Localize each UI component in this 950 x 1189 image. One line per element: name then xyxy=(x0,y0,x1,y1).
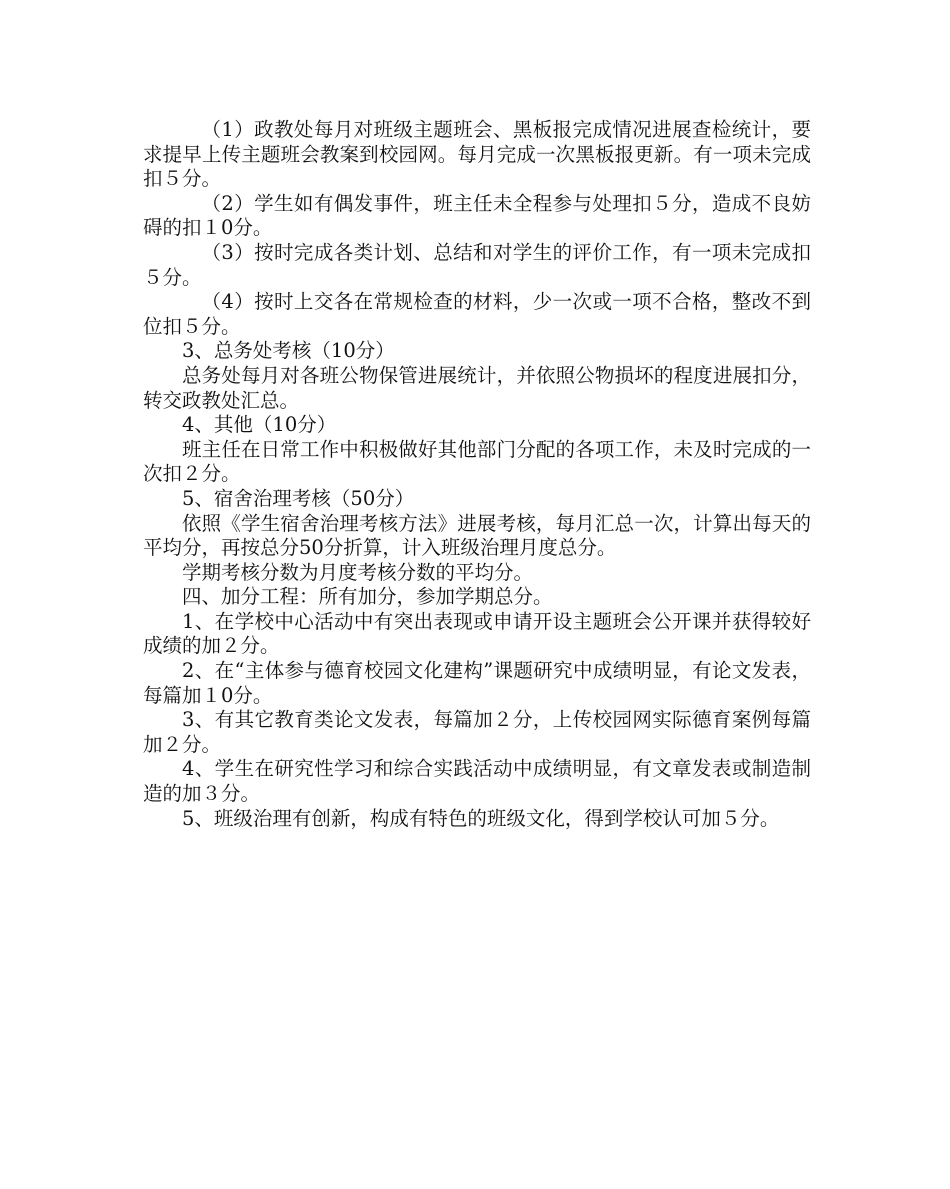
paragraph-4: （4）按时上交各在常规检查的材料，少一次或一项不合格，整改不到位扣５分。 xyxy=(143,290,811,338)
document-page xyxy=(143,118,811,831)
section-heading-5: 5、宿舍治理考核（50分） xyxy=(182,486,415,510)
bonus-item-3: 3、有其它教育类论文发表，每篇加２分，上传校园网实际德育案例每篇加２分。 xyxy=(143,708,811,756)
paragraph-5: 总务处每月对各班公物保管进展统计，并依照公物损坏的程度进展扣分，转交政教处汇总。 xyxy=(143,363,811,412)
paragraph-2: （2）学生如有偶发事件，班主任未全程参与处理扣５分，造成不良妨碍的扣１0分。 xyxy=(143,191,811,240)
bonus-item-5: 5、班级治理有创新，构成有特色的班级文化，得到学校认可加５分。 xyxy=(182,806,780,830)
bonus-item-4: 4、学生在研究性学习和综合实践活动中成绩明显，有文章发表或制造制造的加３分。 xyxy=(143,757,811,806)
paragraph-6: 班主任在日常工作中积极做好其他部门分配的各项工作，未及时完成的一次扣２分。 xyxy=(143,437,811,486)
bonus-item-2: 2、在“主体参与德育校园文化建构”课题研究中成绩明显，有论文发表，每篇加１0分。 xyxy=(143,659,811,707)
paragraph-8: 学期考核分数为月度考核分数的平均分。 xyxy=(182,560,534,584)
paragraph-3: （3）按时完成各类计划、总结和对学生的评价工作，有一项未完成扣５分。 xyxy=(143,240,811,289)
section-heading-bonus: 四、加分工程：所有加分，参加学期总分。 xyxy=(182,585,553,609)
paragraph-1: （1）政教处每月对班级主题班会、黑板报完成情况进展查检统计，要求提早上传主题班会教案到校园网。每月完成一次黑板报更新。有一项未完成扣５分。 xyxy=(143,118,811,191)
section-heading-3: 3、总务处考核（10分） xyxy=(182,339,395,363)
bonus-item-1: 1、在学校中心活动中有突出表现或申请开设主题班会公开课并获得较好成绩的加２分。 xyxy=(143,609,811,658)
section-heading-4: 4、其他（10分） xyxy=(182,413,337,437)
paragraph-7: 依照《学生宿舍治理考核方法》进展考核，每月汇总一次，计算出每天的平均分，再按总分50分折算，计入班级治理月度总分。 xyxy=(143,511,811,560)
